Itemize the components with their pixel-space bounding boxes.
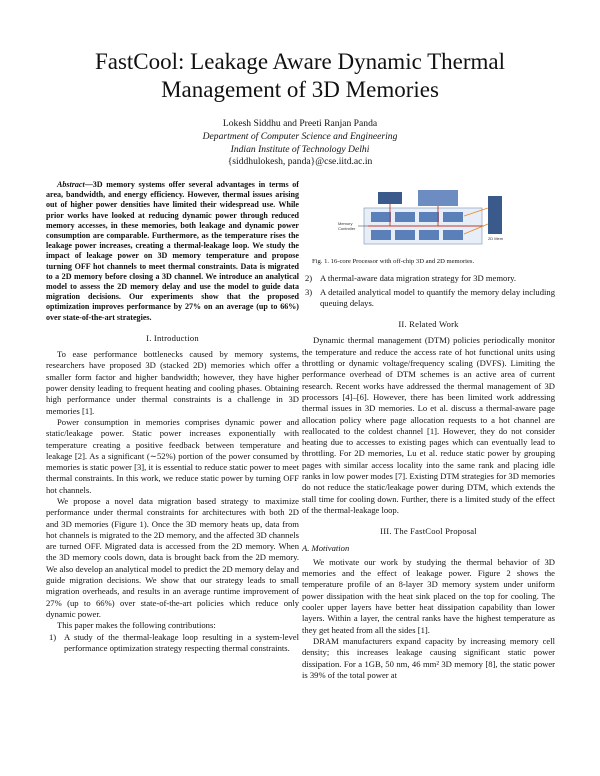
intro-paragraph-2: Power consumption in memories comprises dynamic power and static/leakage power. Static power increases exponentially with temperature creating a positive feedback between temperature and leakage [2]. As a significant (∼52%) portion of the power consumed by memories is static power [3], it is essential to reduce static power to meet thermal constraints. In this work, we reduce static power by turning OFF hot channels.	[46, 416, 299, 495]
chip-block	[443, 212, 463, 222]
figure-label-right: 2D Mem	[488, 236, 504, 241]
memory-stack	[378, 192, 402, 204]
figure-1	[338, 188, 508, 250]
abstract-label: Abstract	[57, 180, 85, 189]
processor-memory-diagram	[338, 188, 508, 250]
section-heading-related-work: II. Related Work	[398, 319, 459, 330]
chip-block	[371, 212, 391, 222]
abstract-text: —3D memory systems offer several advantages in terms of area, bandwidth, and energy efficiency. However, thermal issues arising out of higher power densities have limited their widespread use. While prior works have looked at reducing dynamic power through reduced memory accesses, in these memories, both leakage and dynamic power consumption are comparable. Furthermore, as the temperature rises the leakage power increases, creating a thermal-leakage loop. We study the impact of leakage power on 3D memory temperature and propose turning OFF hot channels to meet thermal constraints. Data is migrated to a 2D memory before closing a 3D channel. We introduce an analytical model to assess the 2D memory delay and use the model to guide data migration decisions. Our experiments show that the proposed optimization improves performance by 27% on an average (up to 66%) over state-of-the-art strategies.	[46, 180, 299, 322]
memory-stack	[418, 190, 458, 206]
contributions-list-continued	[302, 273, 555, 309]
subsection-heading-motivation: A. Motivation	[302, 542, 350, 553]
list-item: 3) A detailed analytical model to quantify the memory delay including queuing delays.	[305, 286, 555, 308]
chip-block	[395, 212, 415, 222]
intro-paragraph-3: We propose a novel data migration based strategy to maximize performance under thermal constraints for architectures with both 2D and 3D memories (Figure 1). Once the 3D memory heats up, data from hot channels is migrated to the 2D memory, and the affected 3D channels are turned OFF. Migrated data is accessed from the 2D memory. When the 3D memory cools down, data is brought back from the 2D memory. We also develop an analytical model to predict the 2D memory delay and guide migration decisions. We show that our strategy leads to small migration overheads, and results in an average runtime improvement of 27% (up to 66%) over state-of-the-art policies which reduce only dynamic power.	[46, 496, 299, 619]
figure-1-caption: Fig. 1. 16-core Processor with off-chip 3D and 2D memories.	[312, 258, 475, 265]
contributions-list	[46, 632, 299, 655]
abstract	[46, 180, 299, 323]
title-line-1: FastCool: Leakage Aware Dynamic Thermal	[94, 49, 506, 74]
intro-paragraph-4: This paper makes the following contributions:	[57, 620, 216, 631]
email: {siddhulokesh, panda}@cse.iitd.ac.in	[227, 156, 373, 168]
list-item: 1) A study of the thermal-leakage loop resulting in a system-level performance optimization strategy respecting thermal constraints.	[49, 631, 299, 653]
chip-block	[419, 230, 439, 240]
memory-2d-block	[488, 196, 502, 234]
motivation-paragraph-2: DRAM manufacturers expand capacity by increasing memory cell density; this increases leakage causing significant static power dissipation. For a 1GB, 50 nm, 46 mm² 3D memory [8], the static power is 39% of the total power at	[302, 635, 555, 680]
motivation-paragraph-1: We motivate our work by studying the thermal behavior of 3D memories and the effect of leakage power. Figure 2 shows the temperature profile of an 8-layer 3D memory system under uniform power dissipation with the heat sink placed on the top for cooling. The cooler upper layers have better heat dissipation capability than lower layers. Within a layer, the central ranks have the highest temperature as they get heated from all the sides [1].	[302, 556, 555, 635]
title-line-2: Management of 3D Memories	[161, 77, 439, 102]
chip-block	[419, 212, 439, 222]
intro-paragraph-1: To ease performance bottlenecks caused by memory systems, researchers have proposed 3D (stacked 2D) memories which offer a smaller form factor and higher bandwidth; however, they have higher power density leading to frequent heating and cooling phases. Obtaining high performance under thermal constraints is a challenge in 3D memories [1].	[46, 349, 299, 416]
institute: Indian Institute of Technology Delhi	[230, 143, 370, 155]
section-heading-proposal: III. The FastCool Proposal	[380, 526, 477, 537]
figure-label-left: Memory Controller	[338, 221, 356, 231]
department: Department of Computer Science and Engineering	[202, 131, 398, 143]
section-heading-introduction: I. Introduction	[146, 332, 199, 343]
related-work-paragraph: Dynamic thermal management (DTM) policies periodically monitor the temperature and reduce the access rate of hot functional units using throttling or dynamic voltage/frequency scaling (DVFS). Limiting the performance overhead of DTM schemes is an active area of current research. Recent works have addressed the thermal management of 3D processors [4]–[6]. However, there has been limited work addressing thermal issues in 3D memories. Lo et al. discuss a thermal-aware page allocation policy where page allocation requests to a hot channel are reallocated to the coldest channel [1]. However, they do not consider heating due to accesses to existing pages which can eventually lead to throttling. For 2D memories, Lu et al. reduce static power by grouping pages with similar access locality into the same rank and placing idle ranks in low power modes [7]. Existing DTM strategies for 3D memories do not reduce the static/leakage power during DTM, which extends the stall time for cooling down. Further, there is a limited study of the effect of the thermal-leakage loop.	[302, 335, 555, 515]
paper-title	[40, 48, 560, 104]
author-block	[40, 118, 560, 169]
left-column	[46, 180, 299, 656]
list-item: 2) A thermal-aware data migration strategy for 3D memory.	[305, 273, 517, 284]
author-names: Lokesh Siddhu and Preeti Ranjan Panda	[222, 118, 378, 129]
right-column	[302, 174, 555, 681]
chip-block	[443, 230, 463, 240]
chip-block	[371, 230, 391, 240]
chip-block	[395, 230, 415, 240]
